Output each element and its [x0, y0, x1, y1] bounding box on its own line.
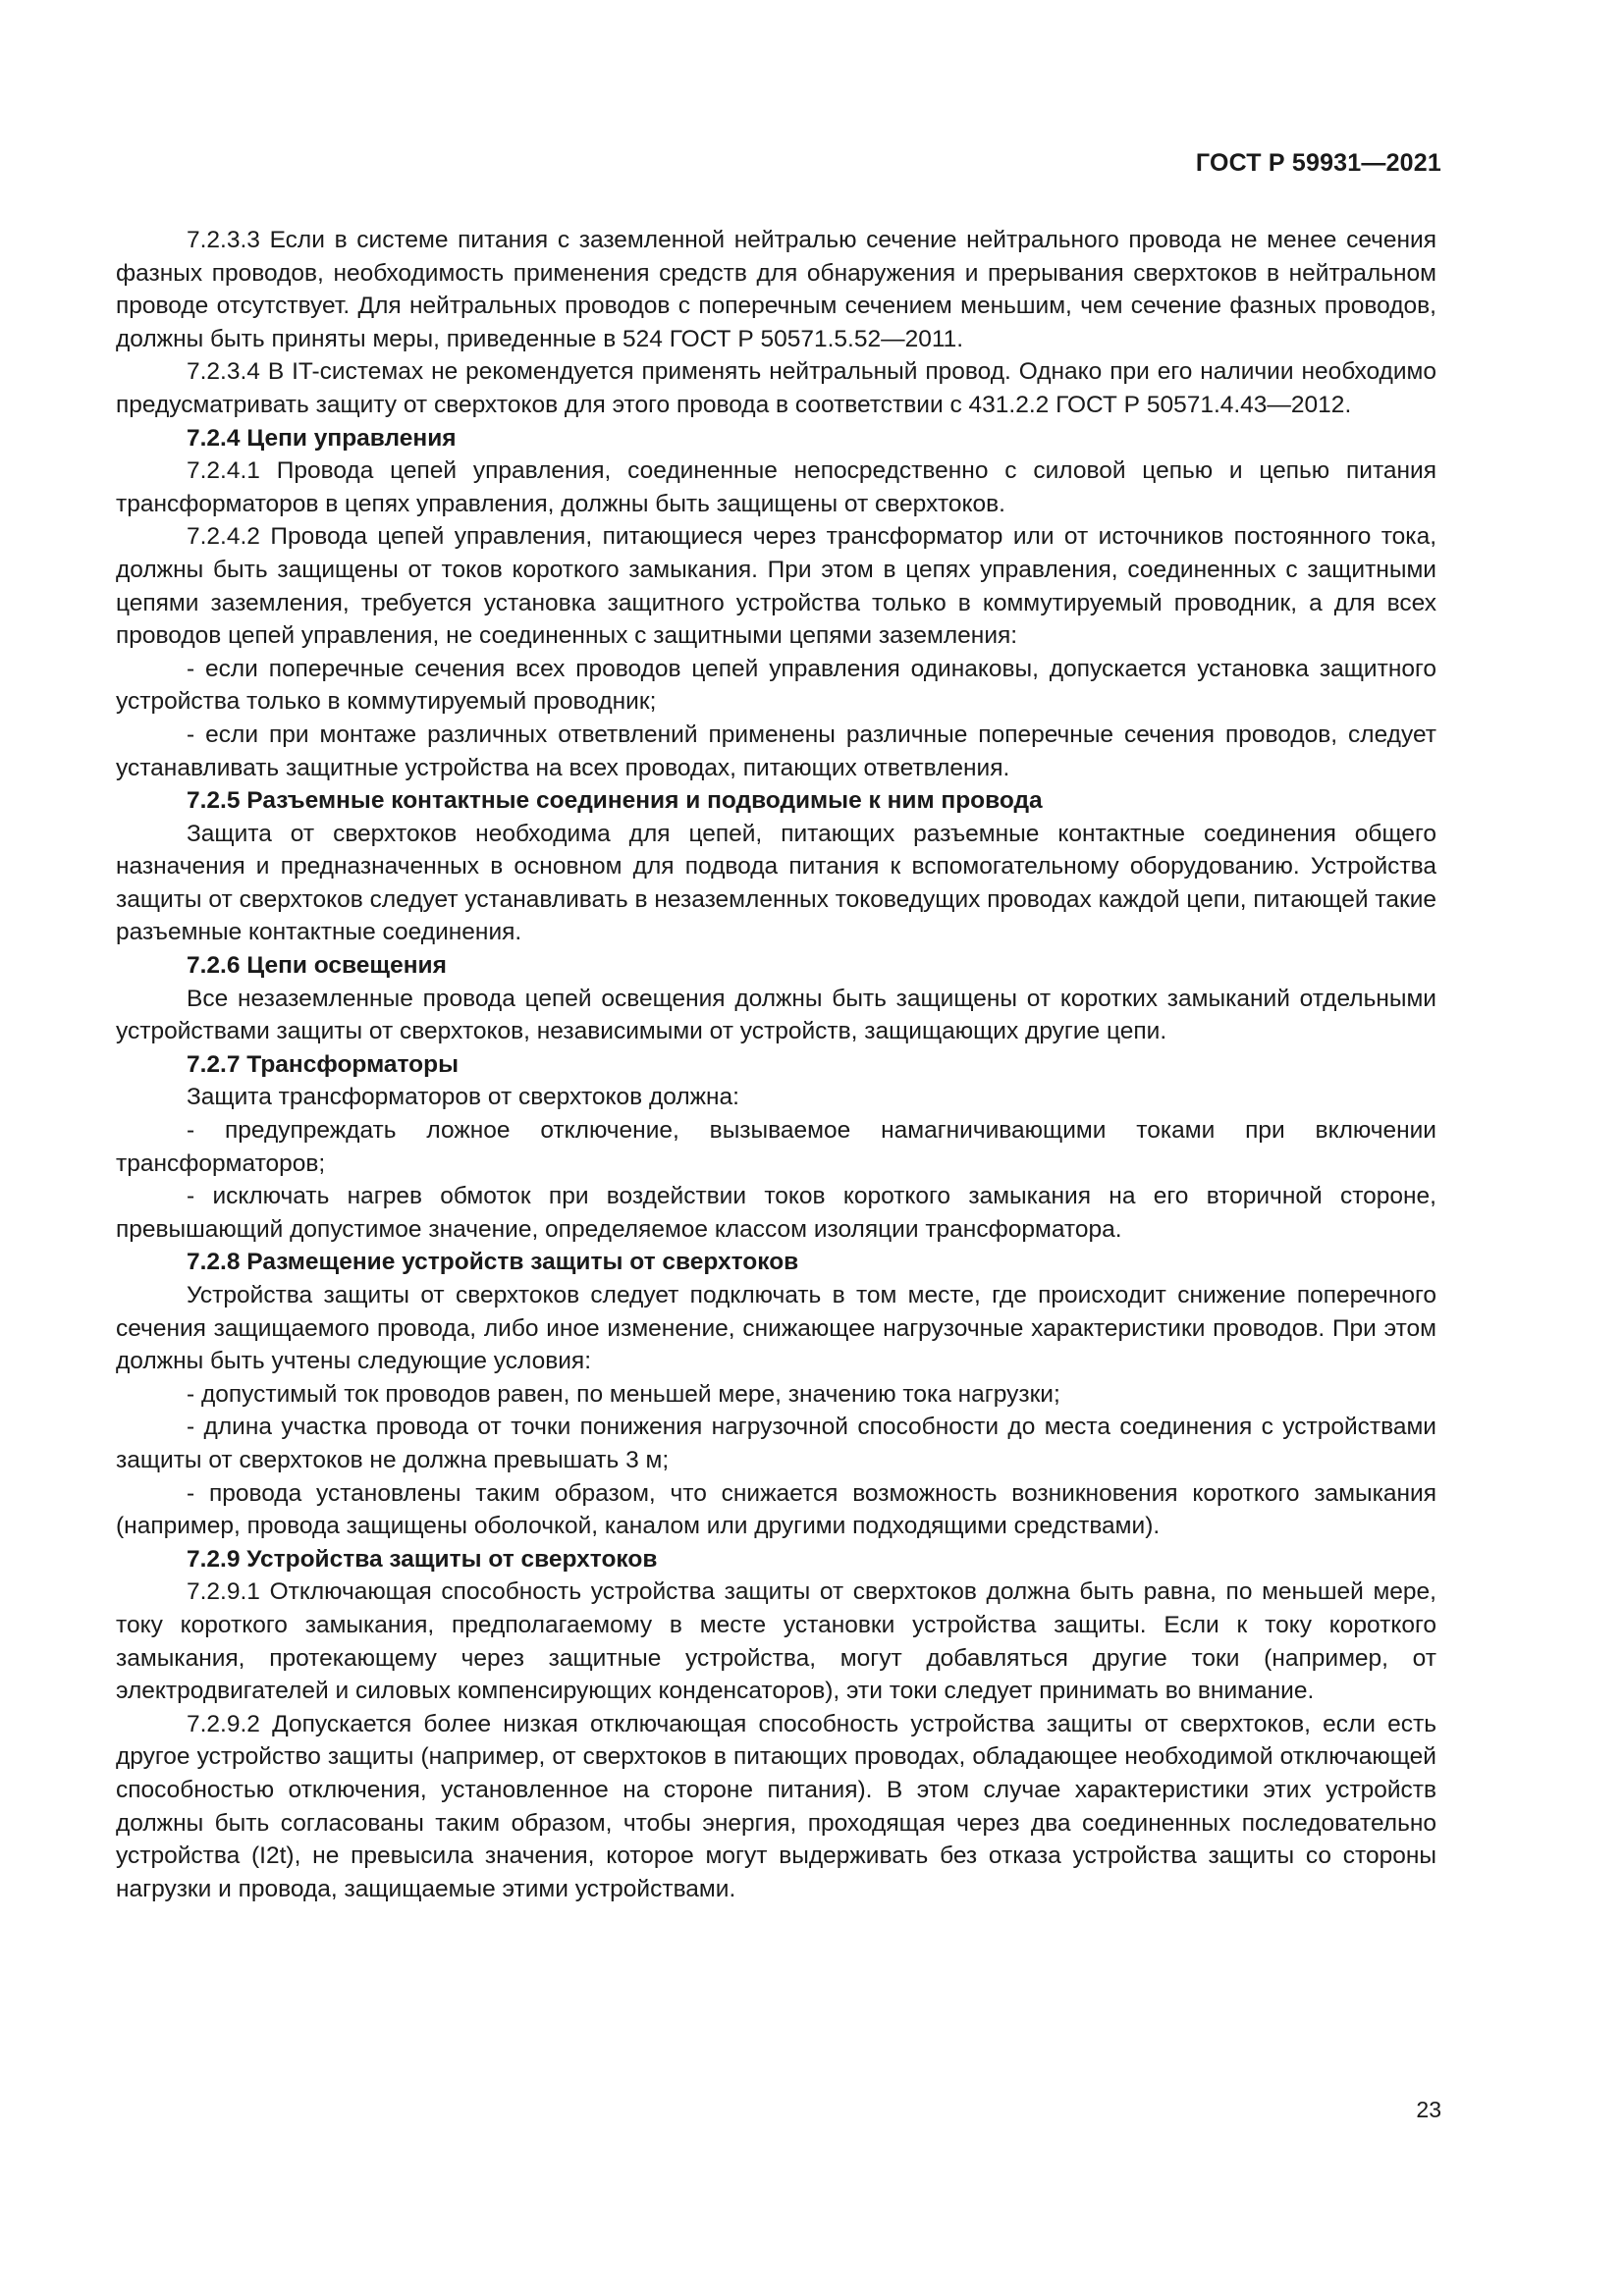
- section-heading-7-2-4: 7.2.4 Цепи управления: [187, 424, 457, 452]
- paragraph: Устройства защиты от сверхтоков следует подключать в том месте, где происходит снижение поперечного сечения защищаемого провода, либо иное изменение, снижающее нагрузочные характеристики проводов. При этом должны быть учтены следующие условия:: [116, 1282, 1436, 1375]
- paragraph-7-2-3-4: 7.2.3.4 В IT-системах не рекомендуется применять нейтральный провод. Однако при его наличии необходимо предусматривать защиту от сверхтоков для этого провода в соответствии с 431.2.2 ГОСТ Р 50571.4.43—2012.: [116, 358, 1436, 418]
- section-heading-7-2-7: 7.2.7 Трансформаторы: [187, 1050, 460, 1078]
- list-item: - если поперечные сечения всех проводов цепей управления одинаковы, допускается установка защитного устройства только в коммутируемый проводник;: [116, 655, 1436, 716]
- paragraph-7-2-3-3: 7.2.3.3 Если в системе питания с заземленной нейтралью сечение нейтрального провода не менее сечения фазных проводов, необходимость применения средств для обнаружения и прерывания сверхтоков в нейтральном проводе отсутствует. Для нейтральных проводов с поперечным сечением меньшим, чем сечение фазных проводов, должны быть приняты меры, приведенные в 524 ГОСТ Р 50571.5.52—2011.: [116, 227, 1436, 352]
- list-item: - если при монтаже различных ответвлений применены различные поперечные сечения проводов, следует устанавливать защитные устройства на всех проводах, питающих ответвления.: [116, 721, 1436, 781]
- section-heading-7-2-8: 7.2.8 Размещение устройств защиты от сверхтоков: [187, 1249, 799, 1276]
- page-number: 23: [1416, 2097, 1441, 2122]
- paragraph: Защита от сверхтоков необходима для цепей, питающих разъемные контактные соединения общего назначения и предназначенных в основном для подвода питания к вспомогательному оборудованию. Устройства защиты от сверхтоков следует устанавливать в незаземленных токоведущих проводах каждой цепи, питающей такие разъемные контактные соединения.: [116, 820, 1436, 946]
- document-designation: ГОСТ Р 59931—2021: [1195, 149, 1441, 177]
- paragraph-7-2-4-1: 7.2.4.1 Провода цепей управления, соединенные непосредственно с силовой цепью и цепью питания трансформаторов в цепях управления, должны быть защищены от сверхтоков.: [116, 457, 1436, 517]
- list-item: - допустимый ток проводов равен, по меньшей мере, значению тока нагрузки;: [187, 1380, 1060, 1408]
- list-item: - исключать нагрев обмоток при воздействии токов короткого замыкания на его вторичной стороне, превышающий допустимое значение, определяемое классом изоляции трансформатора.: [116, 1183, 1436, 1243]
- paragraph: Защита трансформаторов от сверхтоков должна:: [187, 1084, 739, 1111]
- section-heading-7-2-6: 7.2.6 Цепи освещения: [187, 952, 447, 980]
- paragraph: Все незаземленные провода цепей освещения должны быть защищены от коротких замыканий отдельными устройствами защиты от сверхтоков, независимыми от устройств, защищающих другие цепи.: [116, 985, 1436, 1045]
- list-item: - предупреждать ложное отключение, вызываемое намагничивающими токами при включении трансформаторов;: [116, 1117, 1436, 1177]
- paragraph-7-2-9-2: 7.2.9.2 Допускается более низкая отключающая способность устройства защиты от сверхтоков, если есть другое устройство защиты (например, от сверхтоков в питающих проводах, обладающее необходимой отключающей способностью отключения, установленное на стороне питания). В этом случае характеристики этих устройств должны быть согласованы таким образом, чтобы энергия, проходящая через два соединенных последовательно устройства (I2t), не превысила значения, которое могут выдерживать без отказа устройства защиты со стороны нагрузки и провода, защищаемые этими устройствами.: [116, 1710, 1436, 1902]
- paragraph-7-2-9-1: 7.2.9.1 Отключающая способность устройства защиты от сверхтоков должна быть равна, по меньшей мере, току короткого замыкания, предполагаемому в месте установки устройства защиты. Если к току короткого замыкания, протекающему через защитные устройства, могут добавляться другие токи (например, от электродвигателей и силовых компенсирующих конденсаторов), эти токи следует принимать во внимание.: [116, 1578, 1436, 1705]
- section-heading-7-2-9: 7.2.9 Устройства защиты от сверхтоков: [187, 1545, 658, 1573]
- document-body: [116, 224, 1436, 1905]
- list-item: - длина участка провода от точки понижения нагрузочной способности до места соединения с устройствами защиты от сверхтоков не должна превышать 3 м;: [116, 1414, 1436, 1473]
- list-item: - провода установлены таким образом, что снижается возможность возникновения короткого замыкания (например, провода защищены оболочкой, каналом или другими подходящими средствами).: [116, 1479, 1436, 1540]
- section-heading-7-2-5: 7.2.5 Разъемные контактные соединения и подводимые к ним провода: [187, 787, 1043, 815]
- paragraph-7-2-4-2: 7.2.4.2 Провода цепей управления, питающиеся через трансформатор или от источников постоянного тока, должны быть защищены от токов короткого замыкания. При этом в цепях управления, соединенных с защитными цепями заземления, требуется установка защитного устройства только в коммутируемый проводник, а для всех проводов цепей управления, не соединенных с защитными цепями заземления:: [116, 523, 1436, 650]
